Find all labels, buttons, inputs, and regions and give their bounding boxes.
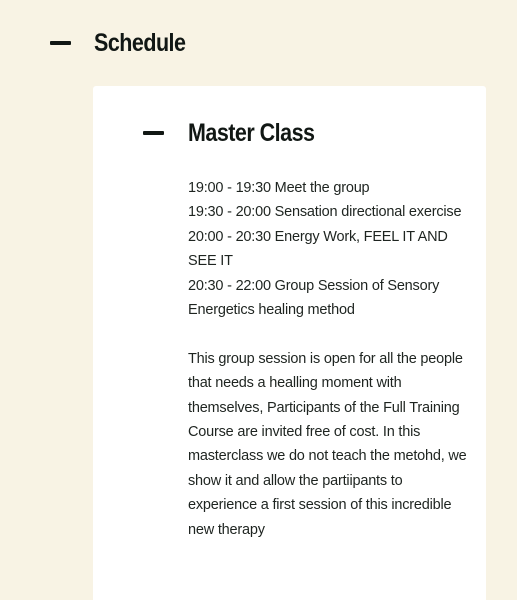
master-class-accordion-header[interactable] [143, 116, 335, 150]
description-paragraph: This group session is open for all the people that needs a healling moment with themselves, Participants of the Full Training Course are invited free of cost. In this masterclass we do not teach the metohd, we show it and allow the partiipants to experience a first session of this incredible new therapy [188, 350, 467, 538]
item-title: Master Class [188, 118, 315, 147]
schedule-line: 20:00 - 20:30 Energy Work, FEEL IT AND SEE IT [188, 228, 448, 270]
schedule-line: 19:00 - 19:30 Meet the group [188, 180, 370, 196]
paragraph-spacer [188, 322, 473, 346]
section-title: Schedule [94, 28, 186, 57]
schedule-line: 19:30 - 20:00 Sensation directional exercise [188, 204, 462, 221]
minus-icon[interactable] [143, 131, 164, 135]
schedule-accordion-header[interactable] [50, 26, 200, 60]
minus-icon[interactable] [50, 41, 71, 45]
item-content [188, 176, 473, 542]
schedule-line: 20:30 - 22:00 Group Session of Sensory Energetics healing method [188, 277, 440, 319]
accordion-panel [93, 86, 486, 600]
